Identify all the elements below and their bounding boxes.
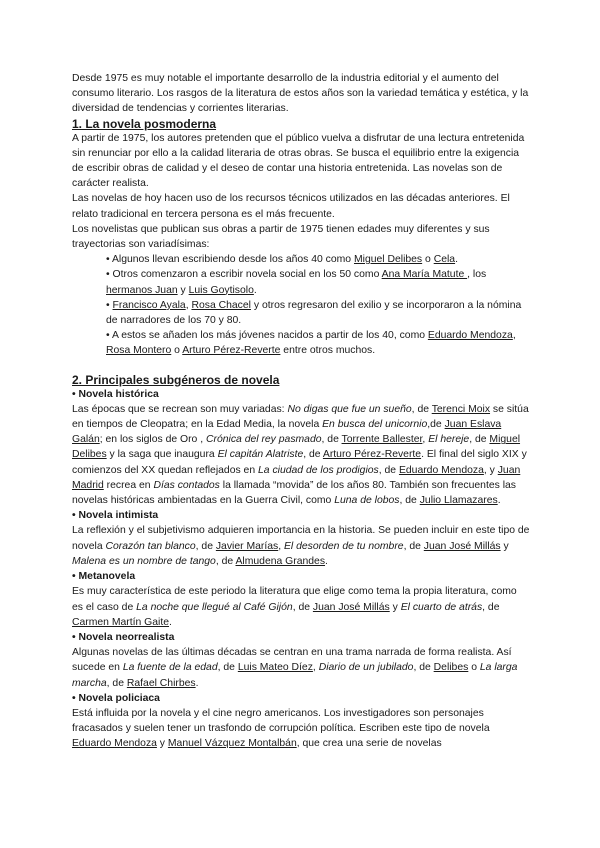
paragraph-metanovela	[72, 584, 530, 630]
text: ; en los siglos de Oro ,	[99, 434, 206, 446]
text: ,	[422, 434, 429, 446]
link-eduardo-mendoza[interactable]: Eduardo Mendoza	[398, 464, 484, 476]
text: , de	[378, 464, 399, 476]
text: y la saga que inaugura	[106, 449, 218, 461]
text: .	[325, 555, 328, 567]
link-arturo-perez-reverte[interactable]: Arturo Pérez-Reverte	[322, 449, 422, 461]
text: .	[253, 284, 257, 296]
text: y	[500, 540, 509, 552]
text: .	[195, 677, 199, 689]
link-cela[interactable]: Cela	[433, 254, 456, 266]
text: , de	[411, 403, 432, 415]
text: entre otros muchos.	[280, 345, 376, 357]
book-title: El desorden de tu nombre	[284, 540, 404, 552]
text: , de	[321, 434, 342, 446]
text: ,de	[427, 419, 445, 431]
text: La reflexión y el subjetivismo adquieren importancia en la historia. Se pueden incluir en este tipo de novela	[72, 525, 530, 552]
subhead-policiaca: • Novela policiaca	[72, 692, 160, 704]
bullet-2	[72, 267, 530, 297]
link-arturo-perez-reverte[interactable]: Arturo Pérez-Reverte	[182, 345, 281, 357]
s1-paragraph-3: Los novelistas que publican sus obras a partir de 1975 tienen edades muy diferentes y sus trayectorias son variadísimas:	[72, 223, 490, 251]
book-title: No digas que fue un sueño	[287, 403, 412, 415]
link-rosa-chacel[interactable]: Rosa Chacel	[191, 299, 251, 311]
link-luis-mateo-diez[interactable]: Luis Mateo Díez	[237, 662, 313, 674]
text: , que crea una serie de novelas	[296, 738, 442, 750]
link-eduardo-mendoza[interactable]: Eduardo Mendoza	[72, 738, 157, 750]
text: , de	[482, 601, 500, 613]
document-page	[72, 71, 530, 752]
text: , de	[469, 434, 490, 446]
s1-paragraph-1: A partir de 1975, los autores pretenden que el público vuelva a disfrutar de una lectura entretenida sin renunciar por ello a la calidad literaria de otras obras. Se busca el equilibrio entre la exigencia de escribir obras de calidad y el deseo de contar una historia entretenida. Las novelas son de carácter realista.	[72, 132, 525, 190]
text: ,	[278, 540, 284, 552]
section-2-title: 2. Principales subgéneros de novela	[72, 372, 280, 387]
text: • A estos se añaden los más jóvenes nacidos a partir de los 40, como	[106, 330, 428, 342]
section-1-title: 1. La novela posmoderna	[72, 116, 217, 131]
text: • Otros comenzaron a escribir novela social en los 50 como	[106, 269, 382, 281]
paragraph-policiaca	[72, 706, 530, 752]
link-torrente-ballester[interactable]: Torrente Ballester	[341, 434, 423, 446]
link-luis-goytisolo[interactable]: Luis Goytisolo	[188, 284, 254, 296]
text: • Algunos llevan escribiendo desde los años 40 como	[106, 254, 354, 266]
link-juan-jose-millas[interactable]: Juan José Millás	[423, 540, 501, 552]
book-title: El capitán Alatriste	[217, 449, 304, 461]
text: recrea en	[103, 479, 154, 491]
text: Las épocas que se recrean son muy variadas:	[72, 403, 288, 415]
text: , de	[303, 449, 323, 461]
link-javier-marias[interactable]: Javier Marías	[215, 540, 279, 552]
text: , los	[467, 269, 487, 281]
bullet-4	[72, 328, 530, 358]
text: , de	[399, 495, 420, 507]
link-delibes[interactable]: Delibes	[433, 662, 469, 674]
text: Algunas novelas de las últimas décadas se centran en una trama narrada de forma realista. Así sucede en	[72, 647, 512, 674]
subhead-neorrealista: • Novela neorrealista	[72, 631, 175, 643]
book-title: Diario de un jubilado	[318, 662, 414, 674]
book-title: En busca del unicornio	[322, 419, 428, 431]
link-ana-maria-matute[interactable]: Ana María Matute	[381, 269, 468, 281]
link-carmen-martin-gaite[interactable]: Carmen Martín Gaite	[72, 616, 170, 628]
text: , y	[483, 464, 498, 476]
text: Está influida por la novela y el cine negro americanos. Los investigadores son personajes fracasados y suelen tener un trasfondo de corrupción política. Escriben este tipo de novela	[72, 707, 490, 735]
bullet-3	[72, 298, 530, 328]
intro-paragraph: Desde 1975 es muy notable el importante desarrollo de la industria editorial y el aumento del consumo literario. Los rasgos de la literatura de estos años son la variedad temática y estética, y la diversidad de tendencias y corrientes literarias.	[72, 73, 529, 115]
text: o	[422, 254, 434, 266]
book-title: El cuarto de atrás	[400, 601, 483, 613]
text: la llamada “movida” de los años 80. También son frecuentes las novelas históricas ambientadas en la Guerra Civil, como	[72, 479, 516, 507]
link-juan-madrid[interactable]: Juan Madrid	[72, 464, 521, 491]
link-rosa-montero[interactable]: Rosa Montero	[106, 345, 172, 357]
link-almudena-grandes[interactable]: Almudena Grandes	[235, 555, 326, 567]
text: .	[169, 616, 172, 628]
text: y	[389, 601, 401, 613]
text: .	[455, 254, 458, 266]
link-manuel-vazquez-montalban[interactable]: Manuel Vázquez Montalbán	[167, 738, 297, 750]
book-title: Crónica del rey pasmado	[206, 434, 322, 446]
book-title: La ciudad de los prodigios	[258, 464, 379, 476]
text: , de	[195, 540, 216, 552]
text: y otros regresaron del exilio y se incorporaron a la nómina de narradores de los 70 y 80.	[106, 299, 522, 327]
text: •	[106, 299, 113, 311]
link-miguel-delibes[interactable]: Miguel Delibes	[72, 434, 521, 461]
paragraph-neorrealista	[72, 645, 530, 691]
text: Es muy característica de este periodo la literatura que elige como tema la propia literatura, como es el caso de	[72, 586, 517, 613]
text: o	[171, 345, 183, 357]
link-juan-jose-millas[interactable]: Juan José Millás	[312, 601, 390, 613]
text: y	[156, 738, 168, 750]
link-hermanos-juan[interactable]: hermanos Juan	[106, 284, 178, 296]
text: ,	[312, 662, 319, 674]
link-julio-llamazares[interactable]: Julio Llamazares	[419, 495, 498, 507]
book-title: La fuente de la edad	[122, 662, 218, 674]
text: se sitúa en tiempos de Cleopatra; en la Edad Media, la novela	[72, 403, 529, 431]
text: , de	[403, 540, 424, 552]
text: ,	[185, 299, 192, 311]
link-eduardo-mendoza[interactable]: Eduardo Mendoza	[427, 330, 513, 342]
link-francisco-ayala[interactable]: Francisco Ayala	[112, 299, 186, 311]
text: ,	[512, 330, 516, 342]
book-title: La larga marcha	[72, 662, 518, 689]
book-title: Corazón tan blanco	[105, 540, 196, 552]
subhead-metanovela: • Metanovela	[72, 571, 136, 583]
link-terenci-moix[interactable]: Terenci Moix	[431, 403, 491, 415]
text: o	[468, 662, 480, 674]
subhead-historica: • Novela histórica	[72, 388, 159, 400]
book-title: La noche que llegué al Café Gijón	[136, 601, 293, 613]
book-title: Malena es un nombre de tango	[72, 555, 216, 567]
text: , de	[215, 555, 236, 567]
subhead-intimista: • Novela intimista	[72, 510, 159, 522]
text: , de	[292, 601, 313, 613]
book-title: Luna de lobos	[334, 495, 400, 507]
link-rafael-chirbes[interactable]: Rafael Chirbes	[126, 677, 196, 689]
book-title: El hereje	[428, 434, 470, 446]
text: , de	[413, 662, 434, 674]
s1-paragraph-2: Las novelas de hoy hacen uso de los recursos técnicos utilizados en las décadas anteriores. El relato tradicional en tercera persona es el más frecuente.	[72, 193, 510, 220]
paragraph-intimista	[72, 523, 530, 569]
text: , de	[106, 677, 127, 689]
text: y	[177, 284, 189, 296]
bullet-1	[72, 252, 530, 267]
text: . El final del siglo XIX y comienzos del XX quedan reflejados en	[72, 449, 527, 476]
link-miguel-delibes[interactable]: Miguel Delibes	[353, 254, 423, 266]
paragraph-historica	[72, 402, 530, 508]
link-juan-eslava-galan[interactable]: Juan Eslava Galán	[72, 419, 502, 446]
text: , de	[217, 662, 238, 674]
book-title: Días contados	[153, 479, 220, 491]
text: .	[497, 495, 501, 507]
